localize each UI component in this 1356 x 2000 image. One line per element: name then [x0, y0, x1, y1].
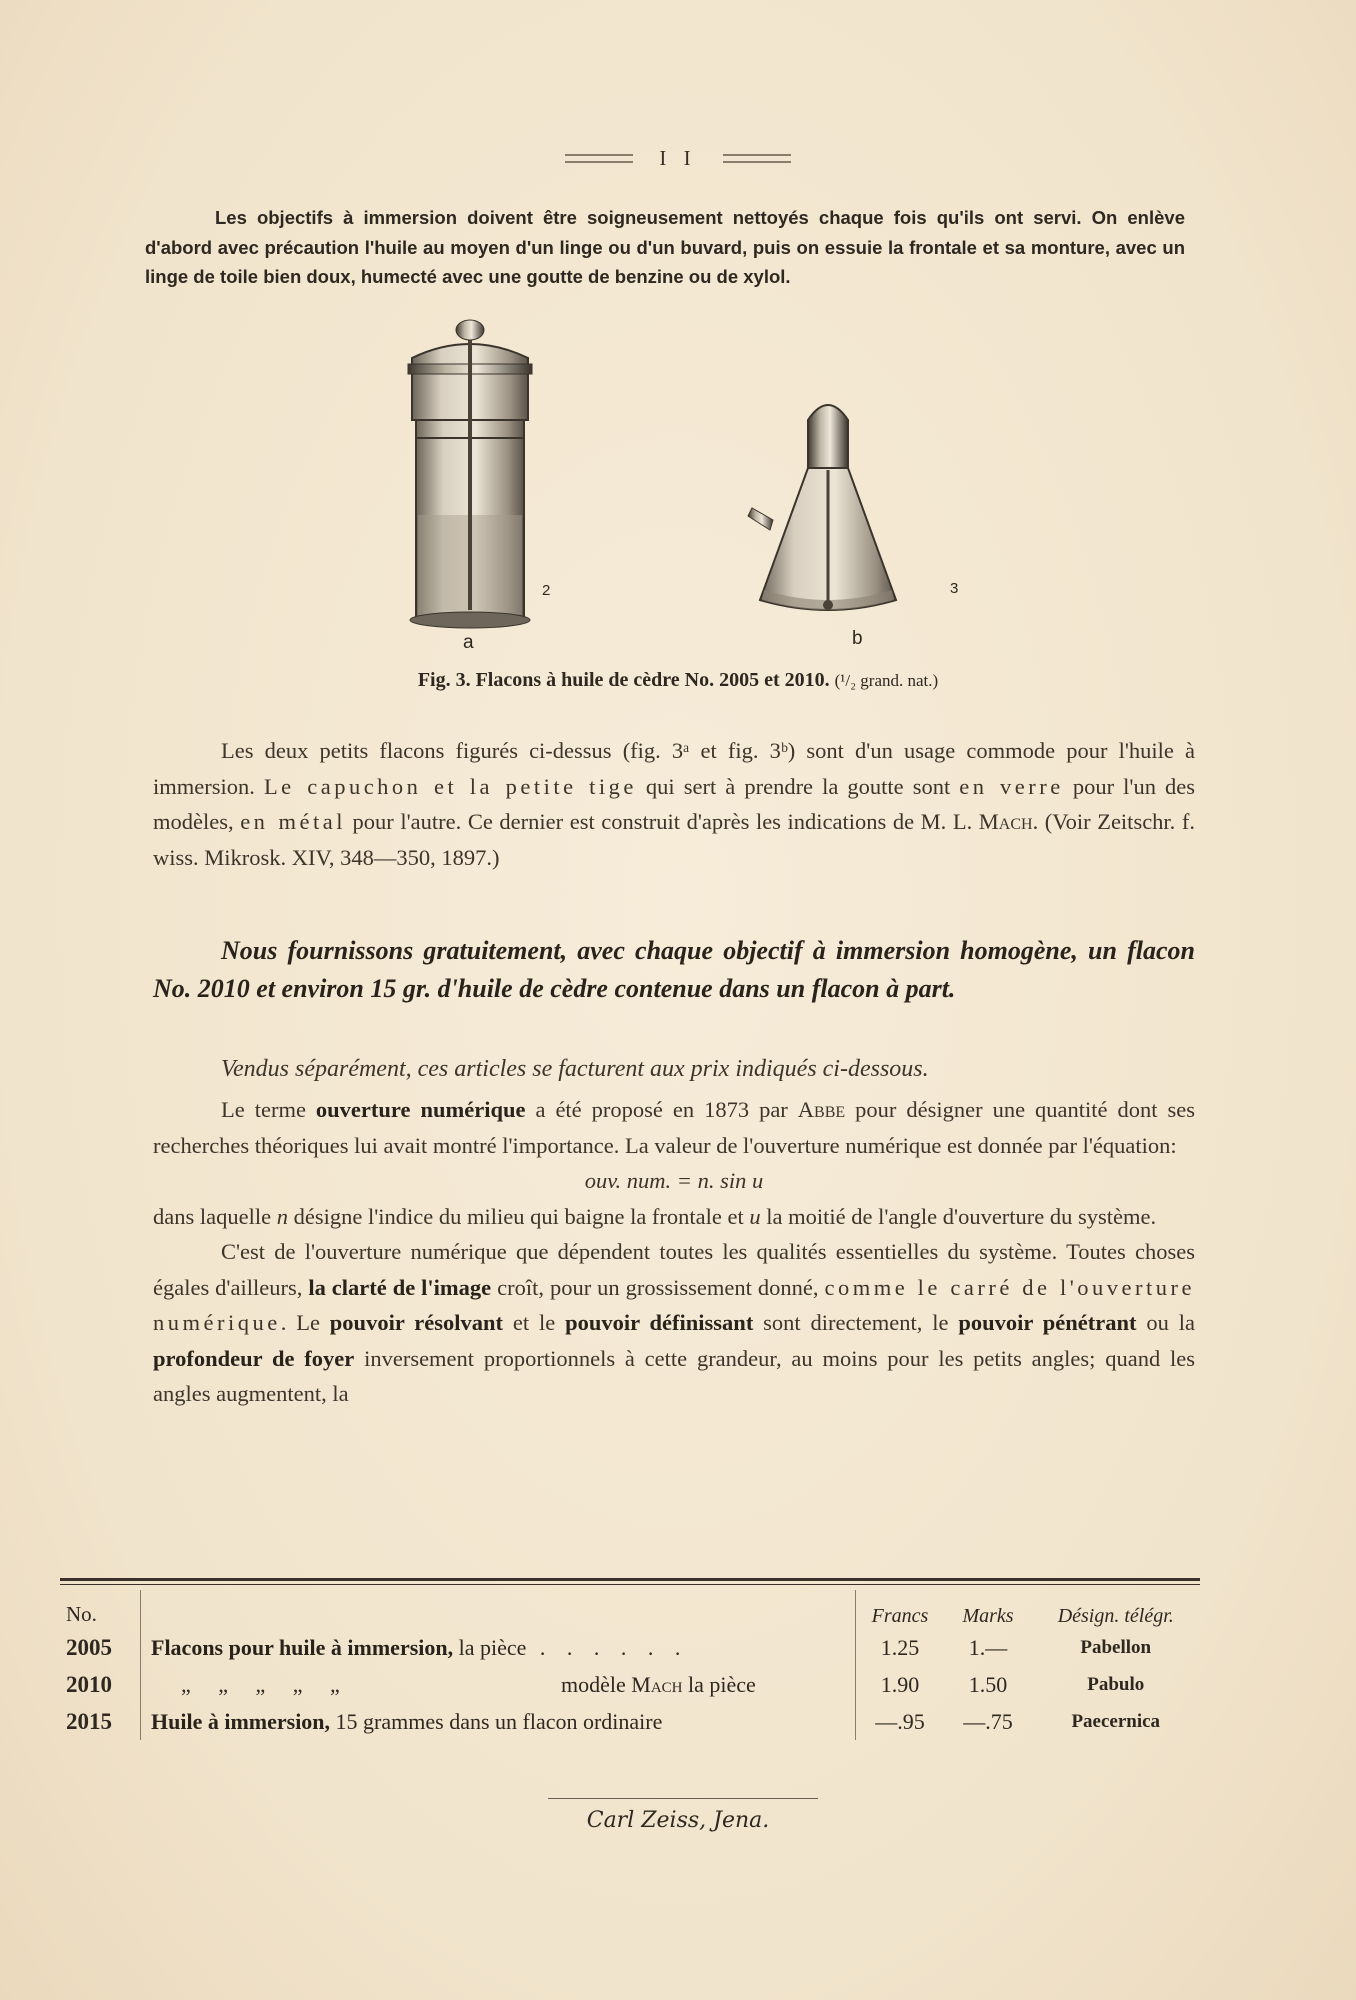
header-francs: Francs [871, 1605, 929, 1627]
table-row [60, 1703, 1200, 1740]
paragraph-ouverture [153, 1092, 1195, 1412]
para6-text-7: inversement proportionnels à cette grandeur, au moins pour les petits angles; quand les angles augmentent, la [153, 1345, 1196, 1406]
header-marks: Marks [962, 1605, 1014, 1627]
row-no: 2010 [66, 1671, 112, 1697]
para1-spaced-2: en verre [959, 773, 1064, 799]
row-desc-mach: Mach [631, 1671, 683, 1697]
bottle-b-icon [748, 405, 896, 610]
figure-label-a: a [463, 632, 474, 653]
para3-text: Vendus séparément, ces articles se facturent aux prix indiqués ci-dessous. [221, 1056, 929, 1082]
row-marks: 1.— [968, 1634, 1008, 1660]
row-no: 2015 [66, 1708, 112, 1734]
para5-var-u: u [749, 1203, 761, 1229]
para1-text-2: qui sert à prendre la goutte sont [636, 773, 960, 799]
row-desc-rest: modèle [561, 1671, 632, 1697]
row-desc-bold: Huile à immersion, [151, 1708, 331, 1734]
para5-var-n: n [276, 1203, 288, 1229]
para4-name-abbe: Abbe [797, 1097, 846, 1122]
page-number: I I [659, 146, 697, 170]
figure-number-a: 2 [542, 582, 551, 599]
para5-text-3: la moitié de l'angle d'ouverture du système. [760, 1203, 1157, 1229]
para5-text-2: désigne l'indice du milieu qui baigne la frontale et [287, 1203, 750, 1229]
para6-bold-5: profondeur de foyer [153, 1345, 355, 1371]
para1-name-mach: Mach [978, 809, 1033, 834]
row-telegraph: Paecernica [1071, 1710, 1161, 1732]
row-desc-rest: 15 grammes dans un flacon ordinaire [330, 1708, 663, 1734]
para6-bold-2: pouvoir résolvant [329, 1310, 503, 1335]
row-telegraph: Pabellon [1080, 1636, 1152, 1658]
para1-text-1: Les deux petits flacons figurés ci-dessus (fig. 3ᵃ et fig. 3ᵇ) sont d'un usage commode pour l'huile à immersion. [153, 738, 1195, 799]
row-desc-bold: Flacons pour huile à immersion, [151, 1634, 454, 1660]
table-rule-top-thin [60, 1584, 1200, 1585]
row-francs: —.95 [875, 1708, 925, 1734]
para6-spaced-1: comme le carré de l'ouverture numérique [153, 1274, 1195, 1335]
para6-bold-1: la clarté de l'image [308, 1274, 492, 1300]
header-rule-right [723, 154, 791, 163]
row-dots: . . . . . . [526, 1634, 689, 1660]
row-marks: —.75 [963, 1708, 1013, 1734]
row-marks: 1.50 [968, 1671, 1008, 1697]
paragraph-flacons [153, 733, 1195, 875]
para6-text-1: C'est de l'ouverture numérique que dépendent toutes les qualités essentielles du système. Toutes choses égales d'ailleurs, [153, 1239, 1195, 1300]
page-header [0, 146, 1356, 171]
para5-text-1: dans laquelle [153, 1203, 277, 1229]
para4-text-2: a été proposé en 1873 par [525, 1097, 798, 1122]
para1-text-5: . (Voir Zeitschr. f. wiss. Mikrosk. XIV, 348—350, 1897.) [153, 809, 1195, 870]
bottle-a-icon [408, 320, 532, 628]
para1-text-4: pour l'autre. Ce dernier est construit d'après les indications de M. L. [345, 809, 979, 834]
para1-text-3: pour l'un des modèles, [153, 773, 1195, 834]
intro-paragraph [145, 203, 1185, 292]
para6-text-5: sont directement, le [753, 1310, 959, 1335]
row-francs: 1.25 [880, 1634, 920, 1660]
para6-text-6: ou la [1136, 1310, 1195, 1335]
signature: Carl Zeiss, Jena. [586, 1808, 770, 1833]
para4-text-3: pour désigner une quantité dont ses recherches théoriques lui avait montré l'importance. La valeur de l'ouverture numérique est donnée par l'équation: [153, 1097, 1195, 1158]
para6-text-2: croît, pour un grossissement donné, [491, 1274, 825, 1300]
caption-main: Fig. 3. Flacons à huile de cèdre No. 2005 et 2010. [417, 669, 830, 691]
row-desc-tail: la pièce [682, 1671, 756, 1697]
para6-text-3: . Le [280, 1310, 330, 1335]
row-desc-rest: la pièce [453, 1634, 527, 1660]
para4-term: ouverture numérique [315, 1097, 526, 1122]
header-telegraph: Désign. télégr. [1057, 1605, 1174, 1627]
paragraph-gratuit [153, 932, 1195, 1007]
figure-number-b: 3 [950, 580, 959, 597]
row-desc [141, 1666, 856, 1703]
para6-text-4: et le [503, 1310, 566, 1335]
row-francs: 1.90 [880, 1671, 920, 1697]
signature-rule [548, 1798, 818, 1799]
figure-illustration [380, 310, 1000, 650]
row-no: 2005 [66, 1634, 112, 1660]
para6-bold-3: pouvoir définissant [565, 1310, 754, 1335]
figure-label-b: b [852, 628, 863, 649]
figure-caption [0, 669, 1356, 692]
header-desc [141, 1590, 856, 1629]
header-rule-left [565, 154, 633, 163]
table-header-row [60, 1590, 1200, 1629]
para6-bold-4: pouvoir pénétrant [958, 1310, 1137, 1335]
row-desc [141, 1629, 856, 1666]
header-no: No. [66, 1602, 97, 1626]
table-row [60, 1666, 1200, 1703]
row-ditto-marks: „ „ „ „ „ [181, 1671, 340, 1697]
row-desc [141, 1703, 856, 1740]
paragraph-vendus [153, 1052, 1195, 1088]
table-rule-top [60, 1578, 1200, 1581]
para1-spaced-1: Le capuchon et la petite tige [263, 773, 637, 799]
price-table [60, 1590, 1200, 1740]
figure-3 [380, 310, 1000, 653]
table-row [60, 1629, 1200, 1666]
intro-text: Les objectifs à immersion doivent être soigneusement nettoyés chaque fois qu'ils ont servi. On enlève d'abord avec précaution l'huile au moyen d'un linge ou d'un buvard, puis on essuie la frontale et sa monture, avec un linge de toile bien doux, humecté avec une goutte de benzine ou de xylol. [145, 207, 1185, 287]
equation: ouv. num. = n. sin u [584, 1168, 764, 1193]
para4-text-1: Le terme [221, 1097, 316, 1122]
row-telegraph: Pabulo [1087, 1673, 1145, 1695]
para2-text: Nous fournissons gratuitement, avec chaque objectif à immersion homogène, un flacon No. 2010 et environ 15 gr. d'huile de cèdre contenue dans un flacon à part. [153, 936, 1195, 1003]
para1-spaced-3: en métal [240, 809, 346, 834]
caption-scale: (¹/₂ grand. nat.) [834, 671, 939, 690]
